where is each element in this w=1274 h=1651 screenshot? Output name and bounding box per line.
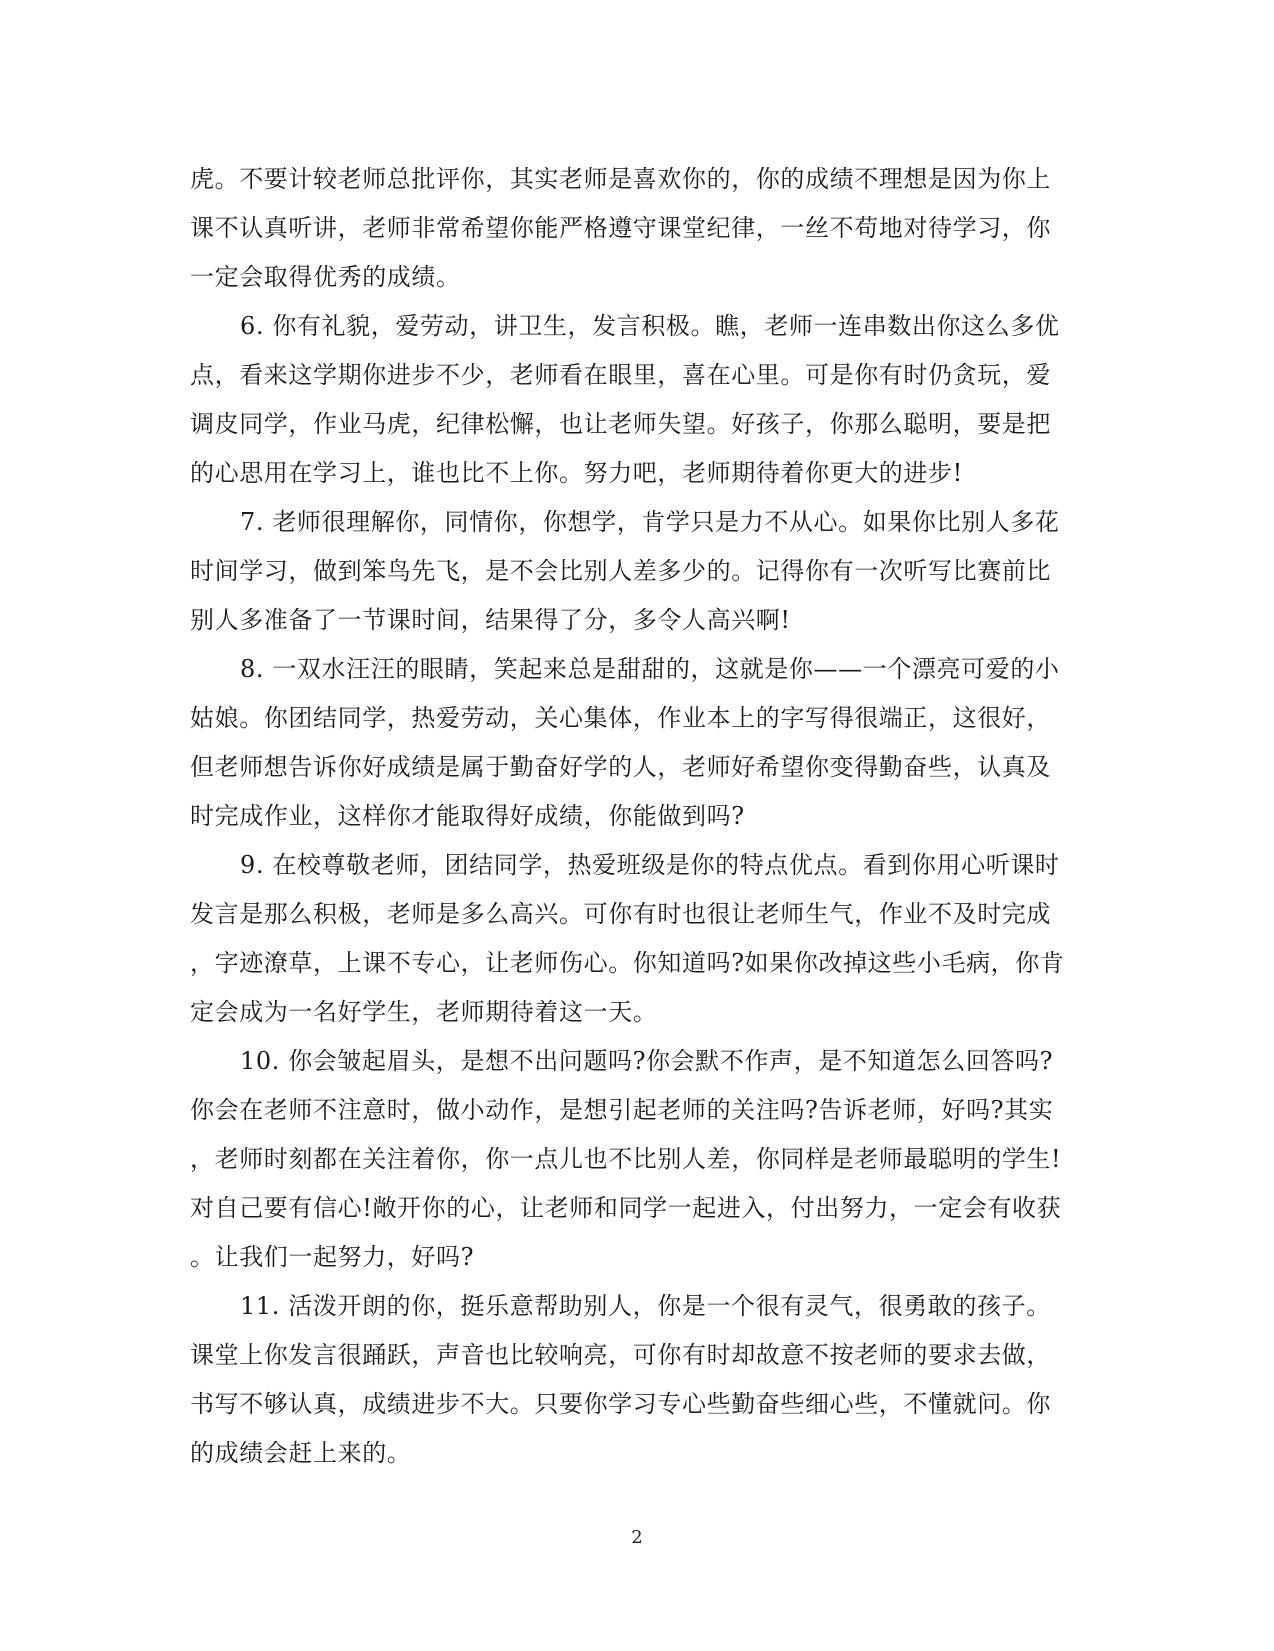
page-number: 2 xyxy=(631,1527,643,1548)
text-line: 点，看来这学期你进步不少，老师看在眼里，喜在心里。可是你有时仍贪玩，爱 xyxy=(190,361,1051,389)
text-line: 时完成作业，这样你才能取得好成绩，你能做到吗? xyxy=(190,802,745,830)
text-line: 的成绩会赶上来的。 xyxy=(190,1439,412,1467)
text-line: 对自己要有信心!敞开你的心，让老师和同学一起进入，付出努力，一定会有收获 xyxy=(190,1194,1062,1222)
paragraph-11-start: 11. 活泼开朗的你，挺乐意帮助别人，你是一个很有灵气，很勇敢的孩子。 xyxy=(240,1292,1051,1320)
text-line: 姑娘。你团结同学，热爱劳动，关心集体，作业本上的字写得很端正，这很好， xyxy=(190,704,1051,732)
text-line: 定会成为一名好学生，老师期待着这一天。 xyxy=(190,998,658,1026)
text-line: 课堂上你发言很踊跃，声音也比较响亮，可你有时却故意不按老师的要求去做， xyxy=(190,1341,1051,1369)
text-line: 一定会取得优秀的成绩。 xyxy=(190,263,461,291)
paragraph-7-start: 7. 老师很理解你，同情你，你想学，肯学只是力不从心。如果你比别人多花 xyxy=(240,508,1060,536)
text-line: 别人多准备了一节课时间，结果得了分，多令人高兴啊! xyxy=(190,606,791,634)
text-line: 书写不够认真，成绩进步不大。只要你学习专心些勤奋些细心些，不懂就问。你 xyxy=(190,1390,1051,1418)
text-line: 时间学习，做到笨鸟先飞，是不会比别人差多少的。记得你有一次听写比赛前比 xyxy=(190,557,1051,585)
paragraph-6-start: 6. 你有礼貌，爱劳动，讲卫生，发言积极。瞧，老师一连串数出你这么多优 xyxy=(240,312,1060,340)
text-line: 虎。不要计较老师总批评你，其实老师是喜欢你的，你的成绩不理想是因为你上 xyxy=(190,165,1051,193)
text-line: 的心思用在学习上，谁也比不上你。努力吧，老师期待着你更大的进步! xyxy=(190,459,963,487)
text-line: 发言是那么积极，老师是多么高兴。可你有时也很让老师生气，作业不及时完成 xyxy=(190,900,1051,928)
paragraph-8-start: 8. 一双水汪汪的眼睛，笑起来总是甜甜的，这就是你——一个漂亮可爱的小 xyxy=(240,655,1060,683)
text-line: ，字迹潦草，上课不专心，让老师伤心。你知道吗?如果你改掉这些小毛病，你肯 xyxy=(190,949,1065,977)
text-line: 。让我们一起努力，好吗? xyxy=(190,1243,475,1271)
text-line: 课不认真听讲，老师非常希望你能严格遵守课堂纪律，一丝不苟地对待学习，你 xyxy=(190,214,1051,242)
text-line: ，老师时刻都在关注着你，你一点儿也不比别人差，你同样是老师最聪明的学生! xyxy=(190,1145,1062,1173)
text-line: 但老师想告诉你好成绩是属于勤奋好学的人，老师好希望你变得勤奋些，认真及 xyxy=(190,753,1051,781)
paragraph-9-start: 9. 在校尊敬老师，团结同学，热爱班级是你的特点优点。看到你用心听课时 xyxy=(240,851,1060,879)
paragraph-10-start: 10. 你会皱起眉头，是想不出问题吗?你会默不作声，是不知道怎么回答吗? xyxy=(240,1047,1054,1075)
text-line: 你会在老师不注意时，做小动作，是想引起老师的关注吗?告诉老师，好吗?其实 xyxy=(190,1096,1054,1124)
document-body xyxy=(190,155,1080,1478)
text-line: 调皮同学，作业马虎，纪律松懈，也让老师失望。好孩子，你那么聪明，要是把 xyxy=(190,410,1051,438)
